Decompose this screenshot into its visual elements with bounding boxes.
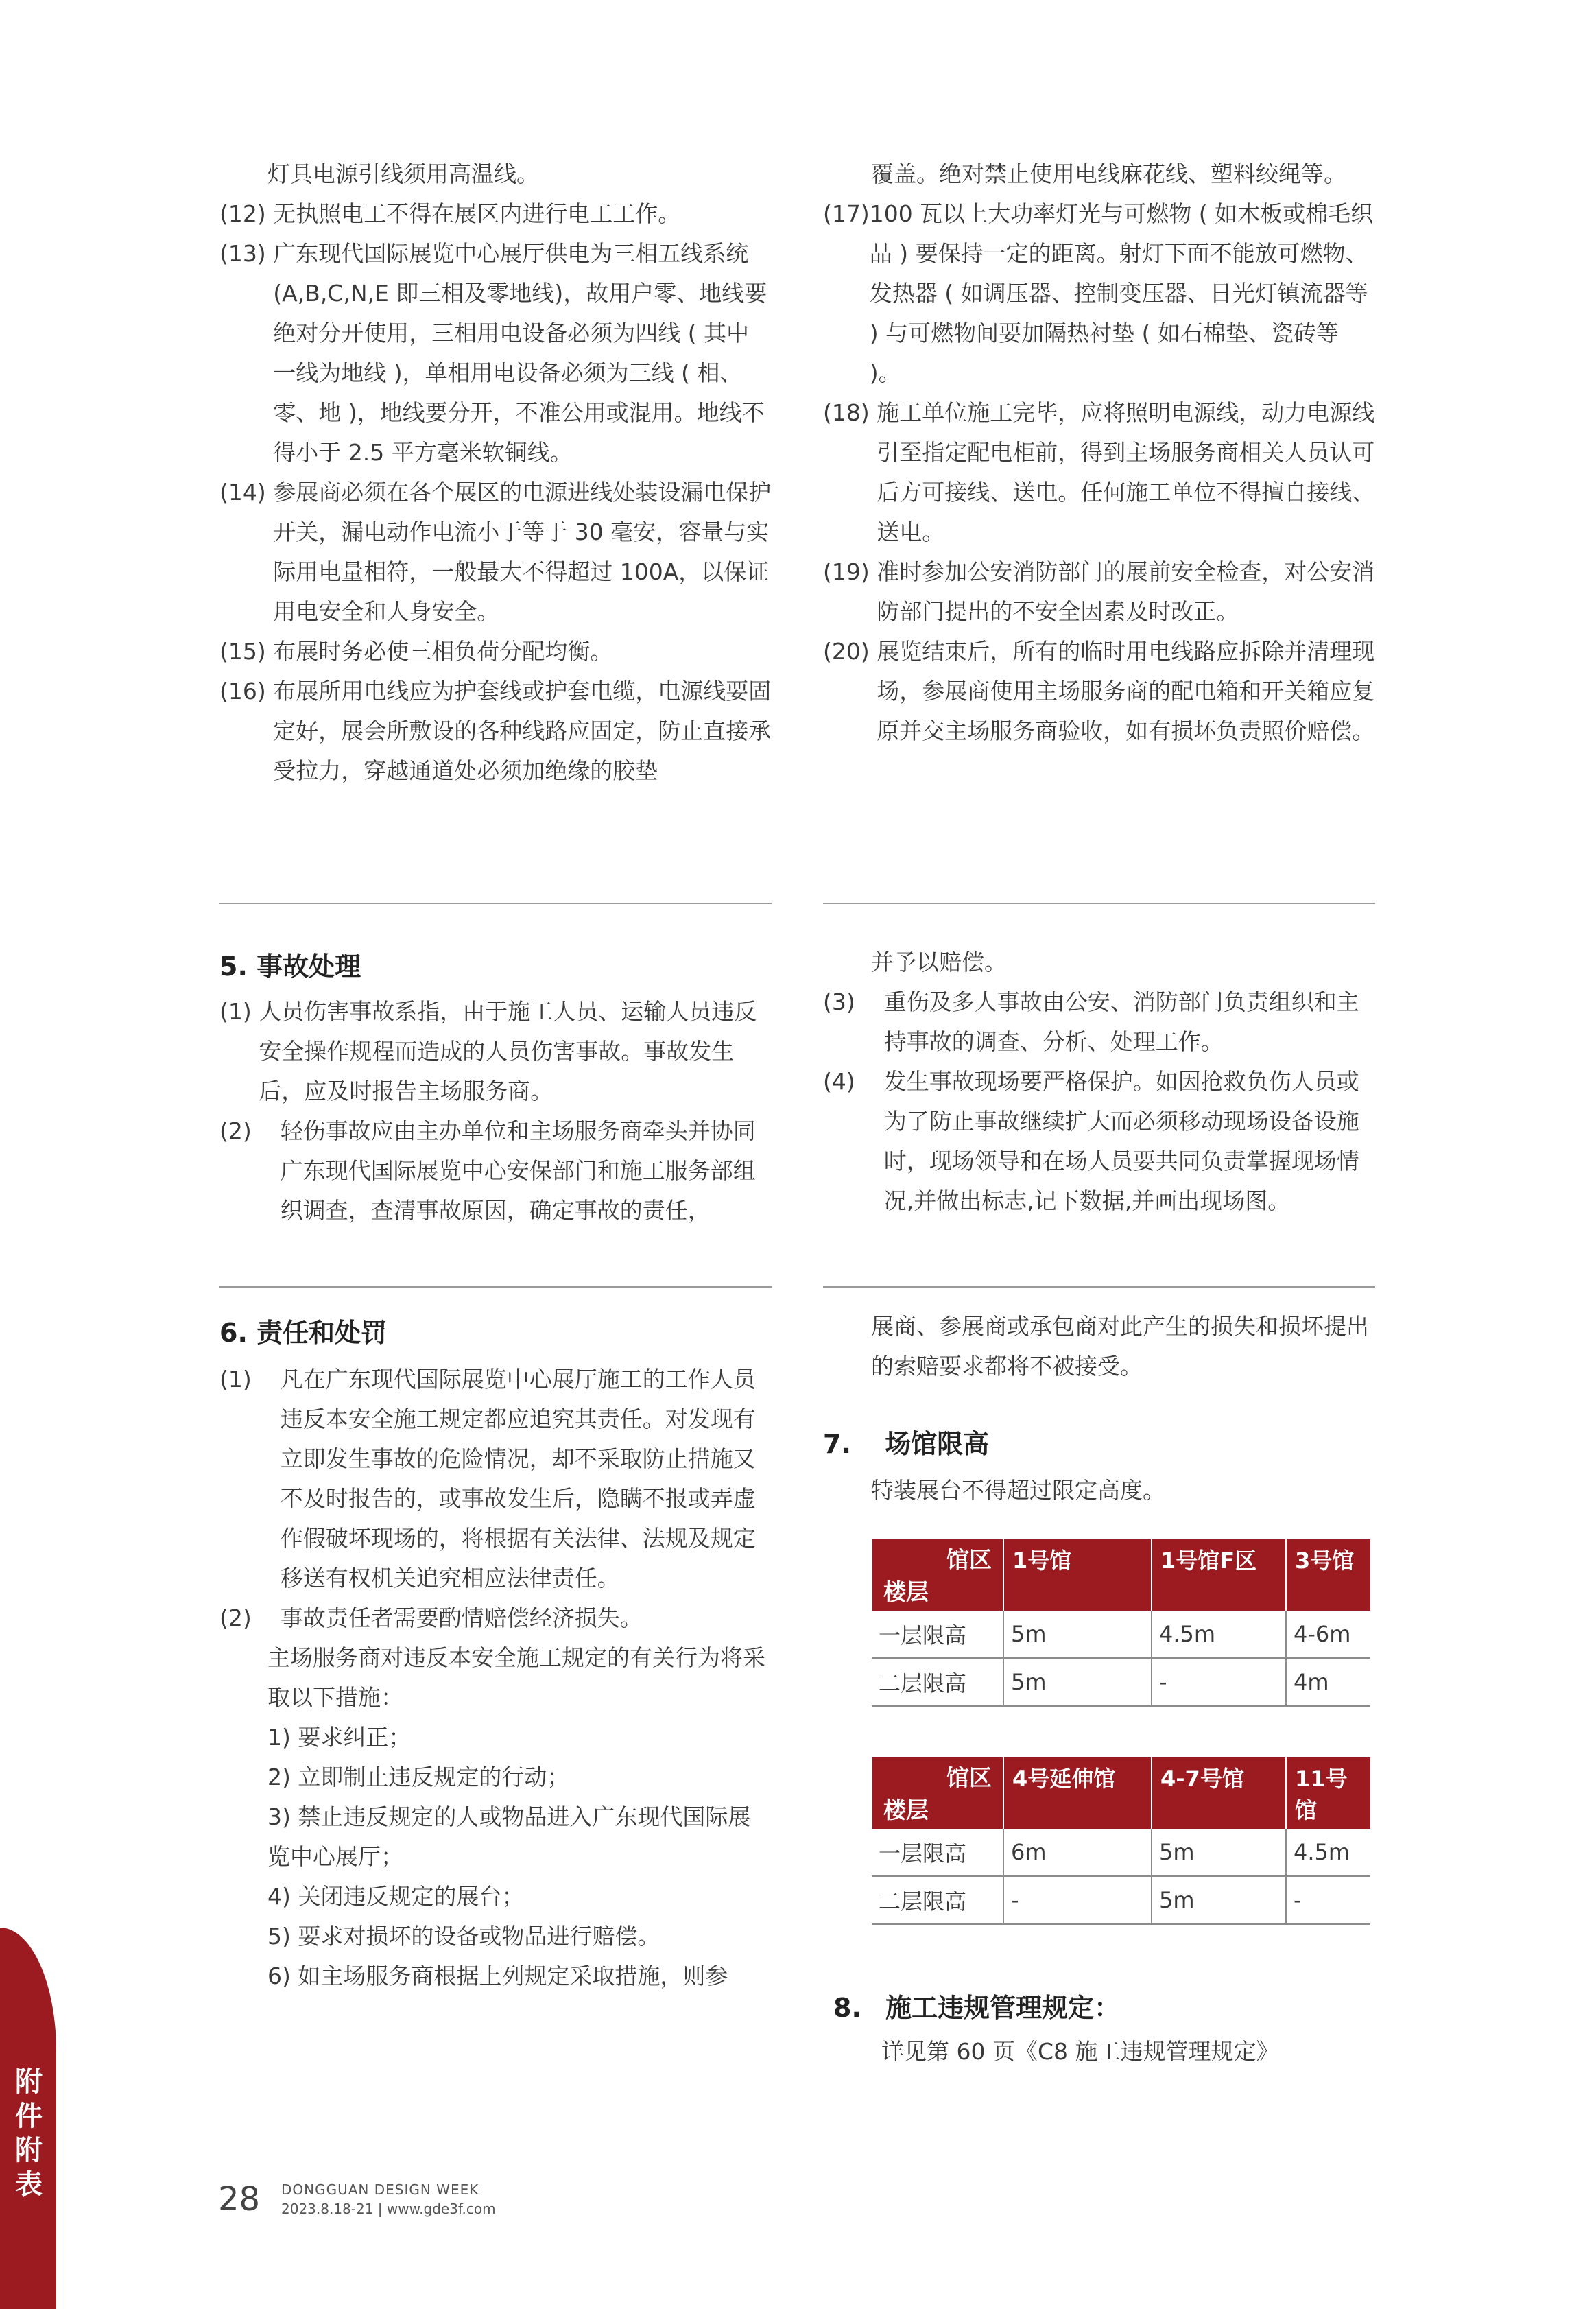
- list-item: [219, 1111, 772, 1231]
- item-text: 人员伤害事故系指，由于施工人员、运输人员违反安全操作规程而造成的人员伤害事故。事故发生后，应及时报告主场服务商。: [259, 998, 757, 1104]
- footer-event-name: DONGGUAN DESIGN WEEK: [281, 2181, 479, 2198]
- row-label: 一层限高: [872, 1611, 1003, 1658]
- item-number: (2): [219, 1117, 281, 1144]
- item-text: 参展商必须在各个展区的电源进线处装设漏电保护开关，漏电动作电流小于等于 30 毫安，容量与实际用电量相符，一般最大不得超过 100A，以保证用电安全和人身安全。: [273, 479, 772, 625]
- continued-text: 灯具电源引线须用高温线。: [267, 161, 539, 187]
- item-number: (1): [219, 1366, 281, 1393]
- table-row: [872, 1829, 1370, 1876]
- measure-item: 3) 禁止违反规定的人或物品进入广东现代国际展览中心展厅；: [267, 1803, 751, 1870]
- section-title: 施工违规管理规定：: [885, 1993, 1121, 2023]
- item-text: 施工单位施工完毕，应将照明电源线，动力电源线引至指定配电柜前，得到主场服务商相关人员认可后方可接线、送电。任何施工单位不得擅自接线、送电。: [877, 399, 1375, 545]
- item-text: 发生事故现场要严格保护。如因抢救负伤人员或为了防止事故继续扩大而必须移动现场设备设施时，现场领导和在场人员要共同负责掌握现场情况,并做出标志,记下数据,并画出现场图。: [883, 1068, 1359, 1214]
- table-row: [872, 1658, 1370, 1706]
- item-number: (19): [823, 558, 877, 585]
- column-header: 11号馆: [1286, 1757, 1370, 1829]
- item-text: 布展所用电线应为护套线或护套电缆，电源线要固定好，展会所敷设的各种线路应固定，防止直接承受拉力，穿越通道处必须加绝缘的胶垫: [273, 678, 772, 784]
- list-item: [823, 632, 1375, 751]
- item-number: (2): [219, 1605, 281, 1631]
- column-header: 1号馆F区: [1152, 1539, 1286, 1611]
- table-corner-header: [872, 1539, 1003, 1611]
- section-5-heading: 5. 事故处理: [219, 951, 361, 982]
- section-7-description: 特装展台不得超过限定高度。: [871, 1477, 1165, 1504]
- header-hall-label: 馆区: [946, 1546, 992, 1573]
- table-cell: -: [1003, 1876, 1152, 1924]
- section-number: 7.: [823, 1429, 851, 1459]
- section-6-heading: 6. 责任和处罚: [219, 1318, 388, 1348]
- divider: [219, 1286, 772, 1288]
- table-cell: -: [1152, 1658, 1286, 1706]
- table-cell: 4-6m: [1286, 1611, 1370, 1658]
- page-number: 28: [218, 2180, 261, 2218]
- list-item: [219, 992, 772, 1111]
- item-number: (4): [823, 1068, 884, 1095]
- list-item: [823, 393, 1375, 552]
- item-number: (17): [823, 200, 870, 227]
- height-limit-table-2: [871, 1757, 1370, 1925]
- measure-item: 4) 关闭违反规定的展台；: [267, 1883, 525, 1910]
- divider: [823, 903, 1375, 904]
- section-5-left: [219, 992, 772, 1231]
- header-floor-label: 楼层: [883, 1578, 929, 1605]
- item-number: (1): [219, 998, 259, 1025]
- row-label: 二层限高: [872, 1658, 1003, 1706]
- column-header: 4-7号馆: [1152, 1757, 1286, 1829]
- measures-intro: 主场服务商对违反本安全施工规定的有关行为将采取以下措施：: [267, 1644, 765, 1711]
- height-limit-table-1: [871, 1539, 1370, 1707]
- row-label: 一层限高: [872, 1829, 1003, 1876]
- column-header: 1号馆: [1003, 1539, 1152, 1611]
- column-header: 4号延伸馆: [1003, 1757, 1152, 1829]
- list-item: [219, 672, 772, 791]
- table-cell: 6m: [1003, 1829, 1152, 1876]
- top-right-column: [823, 154, 1375, 751]
- section-7-heading: [823, 1423, 989, 1460]
- rules-list-left: [219, 194, 772, 791]
- section-number: 8.: [833, 1993, 861, 2023]
- item-text: 100 瓦以上大功率灯光与可燃物 ( 如木板或棉毛织品 ) 要保持一定的距离。射灯下面不能放可燃物、发热器 ( 如调压器、控制变压器、日光灯镇流器等 ) 与可燃物间要加隔热衬垫 ( 如石棉垫、瓷砖等 )。: [869, 200, 1374, 386]
- list-item: [219, 234, 772, 473]
- table-cell: 4.5m: [1152, 1611, 1286, 1658]
- item-number: (16): [219, 678, 274, 704]
- section-8-heading: [833, 1987, 1120, 2024]
- rules-list-right: [823, 194, 1375, 751]
- item-number: (14): [219, 479, 274, 506]
- measure-item: 1) 要求纠正；: [267, 1724, 412, 1751]
- item-text: 准时参加公安消防部门的展前安全检查，对公安消防部门提出的不安全因素及时改正。: [877, 558, 1375, 625]
- measure-item: 5) 要求对损坏的设备或物品进行赔偿。: [267, 1923, 660, 1950]
- table-cell: 4.5m: [1286, 1829, 1370, 1876]
- top-left-column: [219, 154, 772, 791]
- item-number: (15): [219, 638, 274, 665]
- item-text: 凡在广东现代国际展览中心展厅施工的工作人员违反本安全施工规定都应追究其责任。对发现有立即发生事故的危险情况，却不采取防止措施又不及时报告的，或事故发生后，隐瞒不报或弄虚作假破坏现场的，将根据有关法律、法规及规定移送有权机关追究相应法律责任。: [280, 1366, 756, 1591]
- item-text: 轻伤事故应由主办单位和主场服务商牵头并协同广东现代国际展览中心安保部门和施工服务部组织调查，查清事故原因，确定事故的责任，: [280, 1117, 756, 1224]
- item-text: 事故责任者需要酌情赔偿经济损失。: [280, 1605, 643, 1631]
- table-row: [872, 1876, 1370, 1924]
- divider: [823, 1286, 1375, 1288]
- measure-item: 6) 如主场服务商根据上列规定采取措施，则参: [267, 1963, 728, 1989]
- section-6-right: [823, 1307, 1375, 1386]
- item-text: 无执照电工不得在展区内进行电工工作。: [273, 200, 681, 227]
- table-cell: 5m: [1152, 1876, 1286, 1924]
- continued-text: 并予以赔偿。: [871, 949, 1007, 975]
- header-hall-label: 馆区: [946, 1764, 992, 1791]
- table-corner-header: [872, 1757, 1003, 1829]
- section-5-right: [823, 943, 1375, 1221]
- continued-text: 展商、参展商或承包商对此产生的损失和损坏提出的索赔要求都将不被接受。: [871, 1313, 1369, 1380]
- row-label: 二层限高: [872, 1876, 1003, 1924]
- item-number: (12): [219, 200, 274, 227]
- table-cell: 5m: [1003, 1658, 1152, 1706]
- table-row: [872, 1611, 1370, 1658]
- list-item: [823, 1062, 1375, 1221]
- list-item: [823, 982, 1375, 1062]
- list-item: [219, 473, 772, 632]
- item-number: (18): [823, 399, 877, 426]
- list-item: [823, 194, 1375, 393]
- section-title: 场馆限高: [885, 1429, 990, 1459]
- list-item: [219, 1598, 772, 1638]
- item-text: 广东现代国际展览中心展厅供电为三相五线系统 (A,B,C,N,E 即三相及零地线)，故用户零、地线要绝对分开使用，三相用电设备必须为四线 ( 其中一线为地线 )，单相用电设备必须为三线 ( 相、零、地 )，地线要分开，不准公用或混用。地线不得小于 2.5 平方毫米软铜线。: [273, 240, 767, 466]
- divider: [219, 903, 772, 904]
- item-number: (3): [823, 988, 884, 1015]
- column-header: 3号馆: [1286, 1539, 1370, 1611]
- header-floor-label: 楼层: [883, 1797, 929, 1823]
- item-text: 重伤及多人事故由公安、消防部门负责组织和主持事故的调查、分析、处理工作。: [883, 988, 1359, 1055]
- list-item: [219, 1360, 772, 1598]
- table-cell: 5m: [1003, 1611, 1152, 1658]
- continued-text: 覆盖。绝对禁止使用电线麻花线、塑料绞绳等。: [871, 161, 1346, 187]
- item-number: (13): [219, 240, 274, 267]
- appendix-tab-label: 附件附表: [15, 2066, 43, 2201]
- item-text: 展览结束后，所有的临时用电线路应拆除并清理现场，参展商使用主场服务商的配电箱和开关箱应复原并交主场服务商验收，如有损坏负责照价赔偿。: [877, 638, 1375, 744]
- footer-event-info: 2023.8.18-21 | www.gde3f.com: [281, 2201, 496, 2217]
- measure-item: 2) 立即制止违反规定的行动；: [267, 1764, 570, 1790]
- item-number: (20): [823, 638, 877, 665]
- table-cell: -: [1286, 1876, 1370, 1924]
- section-6-left: [219, 1360, 772, 1996]
- section-8-description: 详见第 60 页《C8 施工违规管理规定》: [881, 2038, 1279, 2065]
- table-cell: 4m: [1286, 1658, 1370, 1706]
- list-item: [219, 194, 772, 234]
- table-cell: 5m: [1152, 1829, 1286, 1876]
- list-item: [219, 632, 772, 672]
- list-item: [823, 552, 1375, 632]
- item-text: 布展时务必使三相负荷分配均衡。: [273, 638, 613, 665]
